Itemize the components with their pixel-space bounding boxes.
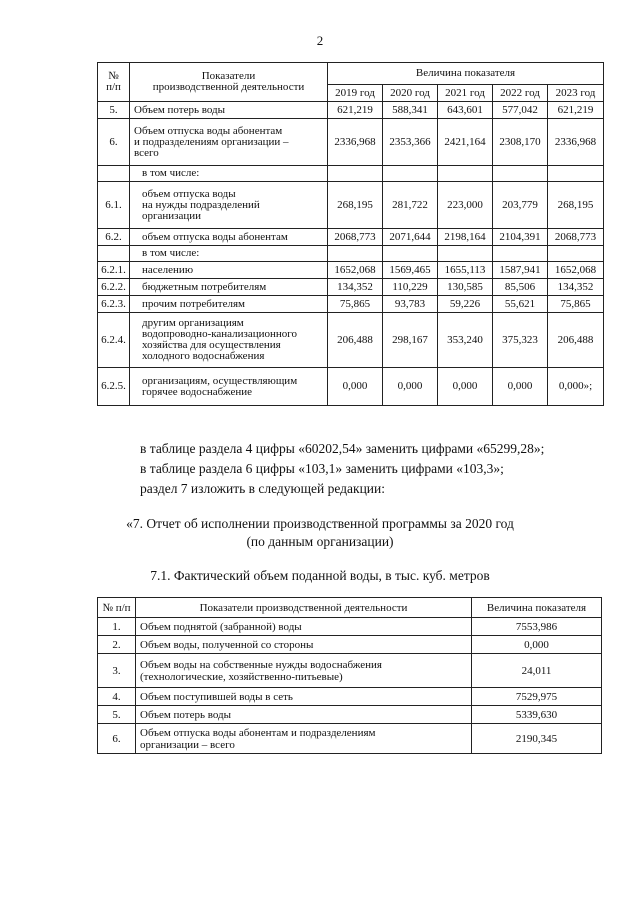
row-value: 75,865 (328, 296, 383, 313)
row-value: 588,341 (383, 102, 438, 119)
table-row (98, 182, 604, 229)
row-number: 6.2.3. (98, 296, 130, 313)
row-label: Объем поднятой (забранной) воды (136, 618, 472, 636)
row-label: Объем воды, полученной со стороны (136, 636, 472, 654)
row-label: прочим потребителям (130, 296, 328, 313)
row-value: 621,219 (548, 102, 604, 119)
row-value: 130,585 (438, 279, 493, 296)
row-value: 2336,968 (548, 119, 604, 166)
row-value: 206,488 (548, 313, 604, 368)
row-label: Объем воды на собственные нужды водоснабжения (технологические, хозяйственно-питьевые) (136, 654, 472, 688)
row-label: Объем отпуска воды абонентам и подразделениям организации – всего (130, 119, 328, 166)
row-value (548, 166, 604, 182)
row-value: 110,229 (383, 279, 438, 296)
row-value (548, 246, 604, 262)
header-year: 2020 год (383, 85, 438, 102)
page-number: 2 (316, 33, 324, 48)
row-label: в том числе: (130, 246, 328, 262)
row-value: 7529,975 (472, 688, 602, 706)
row-number: 5. (98, 102, 130, 119)
header-year: 2019 год (328, 85, 383, 102)
row-value: 0,000 (472, 636, 602, 654)
row-value: 0,000 (328, 368, 383, 406)
subsection-title: 7.1. Фактический объем поданной воды, в тыс. куб. метров (150, 568, 490, 583)
row-value: 24,011 (472, 654, 602, 688)
row-value: 268,195 (328, 182, 383, 229)
row-label: Объем потерь воды (136, 706, 472, 724)
row-value: 93,783 (383, 296, 438, 313)
header-num: № п/п (98, 598, 136, 618)
row-value: 1652,068 (548, 262, 604, 279)
row-value: 2336,968 (328, 119, 383, 166)
row-value: 134,352 (548, 279, 604, 296)
table-row (98, 688, 602, 706)
table-row (98, 636, 602, 654)
header-year: 2021 год (438, 85, 493, 102)
row-value: 1655,113 (438, 262, 493, 279)
row-number: 6.2.4. (98, 313, 130, 368)
amendment-paragraph-2: в таблице раздела 6 цифры «103,1» заменить цифрами «103,3»; (140, 461, 504, 476)
table-row (98, 166, 604, 182)
row-number: 4. (98, 688, 136, 706)
row-value: 2068,773 (548, 229, 604, 246)
row-value: 353,240 (438, 313, 493, 368)
table-row (98, 119, 604, 166)
row-number: 6.2.2. (98, 279, 130, 296)
row-label: объем отпуска воды на нужды подразделений организации (130, 182, 328, 229)
header-indicators: Показатели производственной деятельности (136, 598, 472, 618)
row-label: населению (130, 262, 328, 279)
row-value (493, 246, 548, 262)
row-label: объем отпуска воды абонентам (130, 229, 328, 246)
row-number: 6.2.1. (98, 262, 130, 279)
row-label: Объем поступившей воды в сеть (136, 688, 472, 706)
header-value: Величина показателя (472, 598, 602, 618)
row-value: 2353,366 (383, 119, 438, 166)
row-value: 75,865 (548, 296, 604, 313)
row-value: 0,000 (438, 368, 493, 406)
row-value: 2071,644 (383, 229, 438, 246)
row-number: 6.2.5. (98, 368, 130, 406)
row-label: другим организациям водопроводно-канализационного хозяйства для осуществления холодного водоснабжения (130, 313, 328, 368)
row-value: 2198,164 (438, 229, 493, 246)
table-row (98, 279, 604, 296)
table-row (98, 313, 604, 368)
table-row (98, 102, 604, 119)
row-value: 2308,170 (493, 119, 548, 166)
row-value: 134,352 (328, 279, 383, 296)
row-value: 0,000 (493, 368, 548, 406)
production-indicators-table (97, 62, 604, 406)
row-value (383, 246, 438, 262)
row-value: 0,000»; (548, 368, 604, 406)
row-value: 621,219 (328, 102, 383, 119)
row-value: 55,621 (493, 296, 548, 313)
row-value: 206,488 (328, 313, 383, 368)
row-number: 6.2. (98, 229, 130, 246)
table-row (98, 618, 602, 636)
row-value: 375,323 (493, 313, 548, 368)
row-number: 1. (98, 618, 136, 636)
row-value (438, 246, 493, 262)
row-number: 6. (98, 724, 136, 754)
row-number: 6.1. (98, 182, 130, 229)
row-value: 1587,941 (493, 262, 548, 279)
row-value: 2421,164 (438, 119, 493, 166)
row-label: Объем отпуска воды абонентам и подразделениям организации – всего (136, 724, 472, 754)
row-value (328, 166, 383, 182)
row-label: бюджетным потребителям (130, 279, 328, 296)
row-number: 6. (98, 119, 130, 166)
table-row (98, 262, 604, 279)
table-row (98, 724, 602, 754)
row-value: 298,167 (383, 313, 438, 368)
header-year: 2022 год (493, 85, 548, 102)
row-number (98, 246, 130, 262)
row-number: 3. (98, 654, 136, 688)
row-value: 223,000 (438, 182, 493, 229)
header-value-group: Величина показателя (328, 63, 604, 85)
row-value (438, 166, 493, 182)
table-row (98, 654, 602, 688)
row-value: 1569,465 (383, 262, 438, 279)
row-value: 2190,345 (472, 724, 602, 754)
row-value: 1652,068 (328, 262, 383, 279)
table-row (98, 296, 604, 313)
section-title-line-1: «7. Отчет об исполнении производственной программы за 2020 год (126, 516, 514, 531)
amendment-paragraph-3: раздел 7 изложить в следующей редакции: (140, 481, 386, 496)
row-value: 643,601 (438, 102, 493, 119)
row-number: 2. (98, 636, 136, 654)
row-number (98, 166, 130, 182)
row-value: 268,195 (548, 182, 604, 229)
table-row (98, 706, 602, 724)
row-label: в том числе: (130, 166, 328, 182)
row-value (328, 246, 383, 262)
row-value: 2104,391 (493, 229, 548, 246)
section-title-line-2: (по данным организации) (246, 534, 394, 549)
row-label: организациям, осуществляющим горячее водоснабжение (130, 368, 328, 406)
row-value: 59,226 (438, 296, 493, 313)
row-value: 0,000 (383, 368, 438, 406)
row-value: 2068,773 (328, 229, 383, 246)
row-label: Объем потерь воды (130, 102, 328, 119)
row-value: 577,042 (493, 102, 548, 119)
row-value: 281,722 (383, 182, 438, 229)
row-number: 5. (98, 706, 136, 724)
row-value: 85,506 (493, 279, 548, 296)
row-value: 203,779 (493, 182, 548, 229)
header-indicators: Показатели производственной деятельности (130, 63, 328, 102)
table-row (98, 229, 604, 246)
header-num: № п/п (98, 63, 130, 102)
row-value (493, 166, 548, 182)
amendment-paragraph-1: в таблице раздела 4 цифры «60202,54» заменить цифрами «65299,28»; (140, 441, 545, 456)
row-value: 5339,630 (472, 706, 602, 724)
actual-water-volume-table (97, 597, 602, 754)
header-year: 2023 год (548, 85, 604, 102)
row-value: 7553,986 (472, 618, 602, 636)
table-row (98, 368, 604, 406)
row-value (383, 166, 438, 182)
table-row (98, 246, 604, 262)
